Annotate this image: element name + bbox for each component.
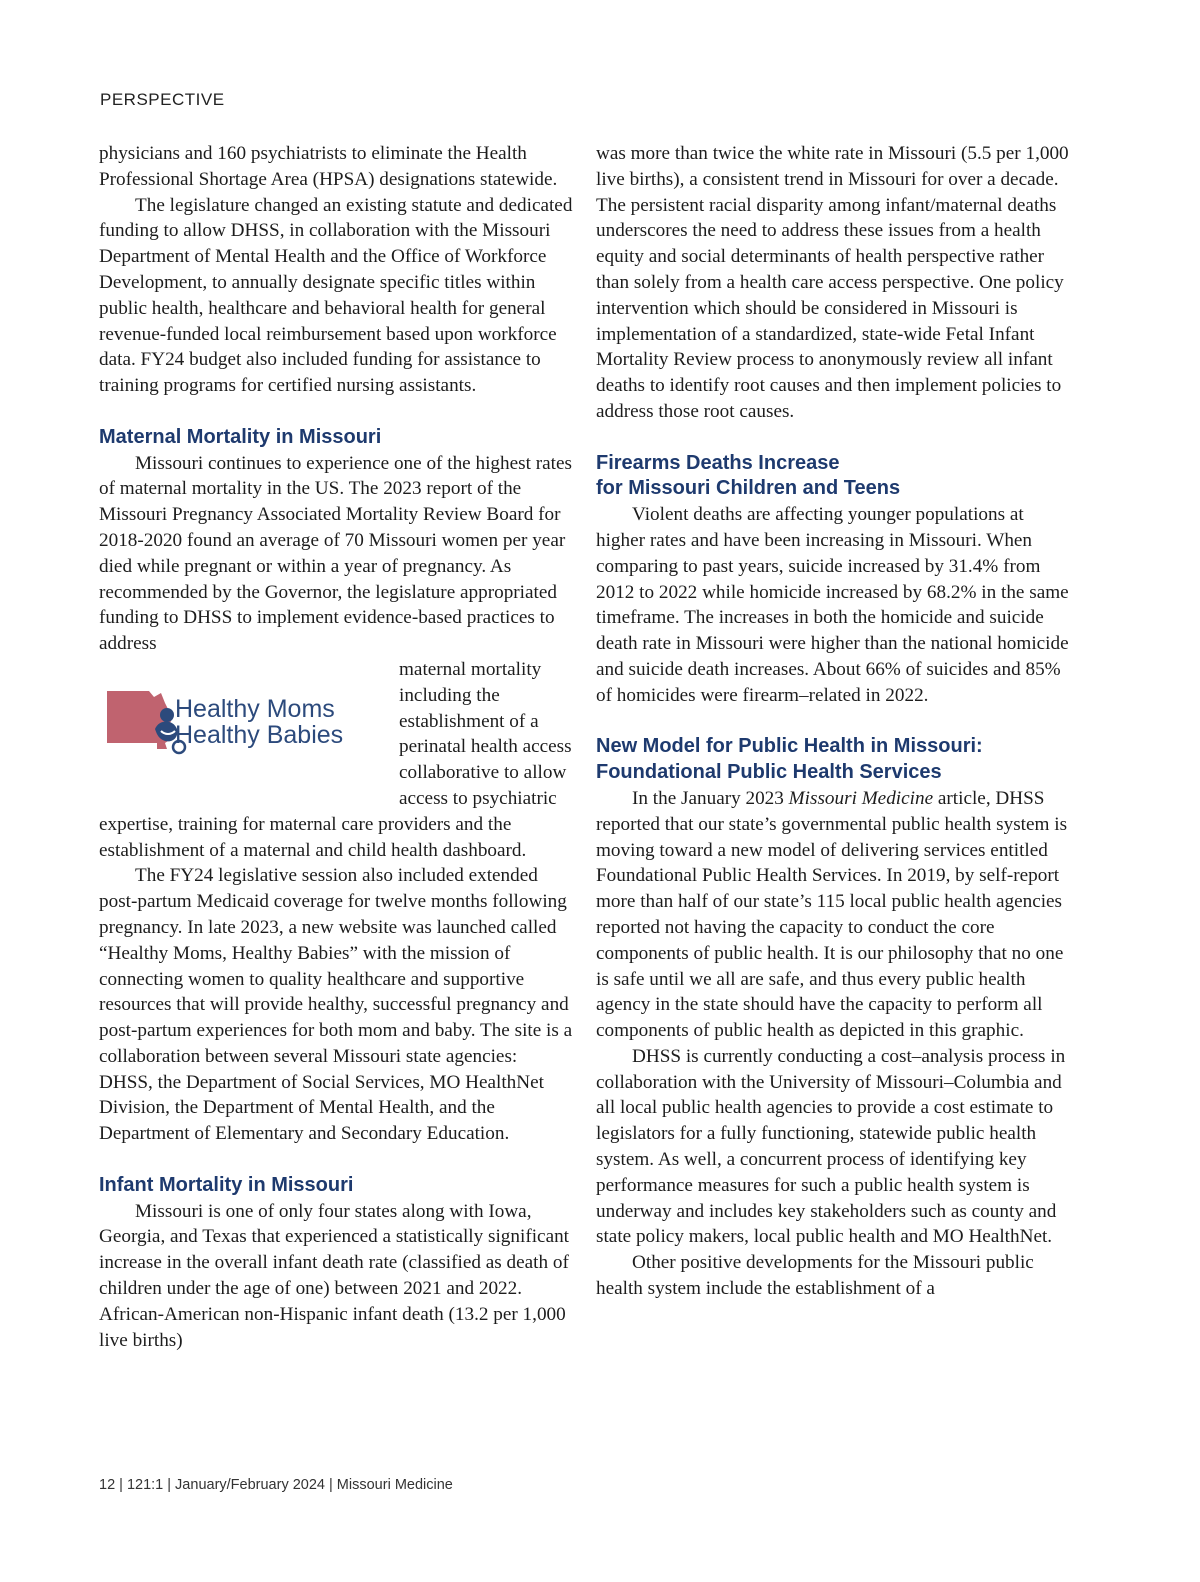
page-footer: 12 | 121:1 | January/February 2024 | Missouri Medicine [99, 1477, 453, 1493]
text-run: In the January 2023 [632, 787, 789, 809]
heading-line: Foundational Public Health Services [596, 761, 942, 784]
heading-line: for Missouri Children and Teens [596, 477, 901, 500]
paragraph: Violent deaths are affecting younger populations at higher rates and have been increasing in Missouri. When comparing to past years, suicide increased by 31.4% from 2012 to 2022 while homicide increased by 68.2% in the same timeframe. The increases in both the homicide and suicide death rate in Missouri were higher than the national homicide and suicide death increases. About 66% of suicides and 85% of homicides were firearm–related in 2022. [596, 504, 1069, 706]
section-label: PERSPECTIVE [100, 90, 225, 109]
heading-infant-mortality: Infant Mortality in Missouri [99, 1173, 354, 1196]
paragraph: physicians and 160 psychiatrists to eliminate the Health Professional Shortage Area (HPSA) designations statewide. [99, 143, 558, 190]
journal-title: Missouri Medicine [788, 787, 934, 809]
paragraph [596, 786, 1070, 1044]
heading-line: New Model for Public Health in Missouri: [596, 735, 983, 758]
missouri-state-icon [99, 681, 389, 761]
healthy-moms-logo [99, 657, 399, 786]
heading-line: Firearms Deaths Increase [596, 451, 840, 474]
paragraph: Missouri continues to experience one of the highest rates of maternal mortality in the US. The 2023 report of the Missouri Pregnancy Associated Mortality Review Board for 2018-2020 found an average of 70 Missouri women per year died while pregnant or within a year of pregnancy. As recommended by the Governor, the legislature appropriated funding to DHSS to implement evidence-based practices to address [99, 452, 572, 655]
paragraph: maternal mortality including the establishment of a perinatal health access collaborative to allow access to psychiatric expertise, training for maternal care providers and the establishment of a maternal and child health dashboard. [99, 658, 572, 861]
text-run: article, DHSS reported that our state’s governmental public health system is moving toward a new model of delivering services entitled Foundational Public Health Services. In 2019, by self-report more than half of our state’s 115 local public health agencies reported not having the capacity to conduct the core components of public health. It is our philosophy that no one is safe until we all are safe, and thus every public health agency in the state should have the capacity to perform all components of public health as depicted in this graphic. [596, 787, 1068, 1042]
left-column [99, 141, 573, 1353]
logo-line1: Healthy Moms [175, 695, 335, 724]
paragraph: was more than twice the white rate in Missouri (5.5 per 1,000 live births), a consistent trend in Missouri for over a decade. The persistent racial disparity among infant/maternal deaths underscores the need to address these issues from a health equity and social determinants of health perspective rather than solely from a health care access perspective. One policy intervention which should be considered in Missouri is implementation of a standardized, state-wide Fetal Infant Mortality Review process to anonymously review all infant deaths to identify root causes and then implement policies to address those root causes. [596, 143, 1069, 422]
logo-line2: Healthy Babies [175, 721, 344, 750]
paragraph: The legislature changed an existing statute and dedicated funding to allow DHSS, in collaboration with the Missouri Department of Mental Health and the Office of Workforce Development, to annually designate specific titles within public health, healthcare and behavioral health for general revenue-funded local reimbursement based upon workforce data. FY24 budget also included funding for assistance to training programs for certified nursing assistants. [99, 194, 573, 397]
right-column [596, 141, 1070, 1302]
paragraph: Missouri is one of only four states along with Iowa, Georgia, and Texas that experienced a statistically significant increase in the overall infant death rate (classified as death of children under the age of one) between 2021 and 2022. African-American non-Hispanic infant death (13.2 per 1,000 live births) [99, 1200, 570, 1351]
paragraph: Other positive developments for the Missouri public health system include the establishment of a [596, 1252, 1034, 1300]
heading-new-model [596, 734, 1070, 786]
heading-firearms [596, 451, 1070, 503]
paragraph: The FY24 legislative session also included extended post-partum Medicaid coverage for twelve months following pregnancy. In late 2023, a new website was launched called “Healthy Moms, Healthy Babies” with the mission of connecting women to quality healthcare and supportive resources that will provide healthy, successful pregnancy and post-partum experiences for both mom and baby. The site is a collaboration between several Missouri state agencies: DHSS, the Department of Social Services, MO HealthNet Division, the Department of Mental Health, and the Department of Elementary and Secondary Education. [99, 865, 573, 1145]
paragraph: DHSS is currently conducting a cost–analysis process in collaboration with the University of Missouri–Columbia and all local public health agencies to provide a cost estimate to legislators for a fully functioning, statewide public health system. As well, a concurrent process of identifying key performance measures for such a public health system is underway and includes key stakeholders such as county and state policy makers, local public health and MO HealthNet. [596, 1045, 1066, 1248]
heading-maternal-mortality: Maternal Mortality in Missouri [99, 425, 382, 448]
